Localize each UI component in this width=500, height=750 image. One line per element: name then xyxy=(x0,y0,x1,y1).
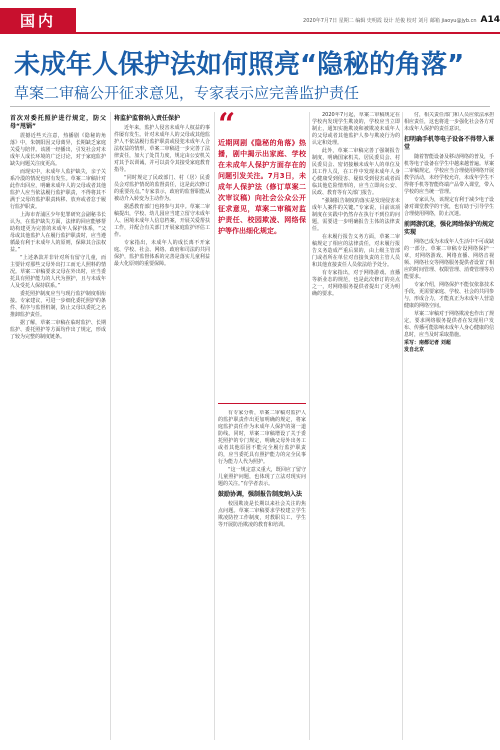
section-tab xyxy=(0,8,76,32)
paragraph: 专家指出，未成年人的成长离不开家庭、学校、社会、网络、政府和司法的共同保护，监护监督体系的完善是落实儿童利益最大化原则的重要保障。 xyxy=(114,240,210,267)
pull-quote xyxy=(218,107,306,404)
section-heading: 扣明确手机等电子设备不得带入课堂 xyxy=(404,136,494,151)
paragraph: 专家介绍，网络保护不能仅依靠技术手段，更需要家庭、学校、社会的共同参与，形成合力，才能真正为未成年人营造健康的网络空间。 xyxy=(404,282,494,309)
column-divider xyxy=(214,112,215,740)
paragraph: 校园欺凌是长期以来社会关注的焦点问题。草案二审稿要求学校建立学生欺凌防控工作制度，对教职员工、学生等开展防治欺凌的教育和培训。 xyxy=(218,501,306,528)
paragraph: 震撼近些天注意，热播剧《隐秘的角落》中，朱朝阳因父母离异，长期缺乏家庭关爱与陪伴。该剧一经播出，引发社会对未成年人成长环境的广泛讨论，对于家庭监护缺失问题关注度更高。 xyxy=(10,133,106,167)
page-header xyxy=(76,14,500,26)
top-rule xyxy=(0,32,500,34)
paragraph: 在未履行报告义务方面，草案二审稿规定了相应的法律责任，对未履行报告义务造成严重后果的，由上级主管部门或者所在单位对直接负责的主管人员和其他直接责任人员依法给予处分。 xyxy=(312,234,400,268)
header-info: 2020年7月7日 星期二 编辑 史明霞 设计 范俊 校对 刘月 邮箱 jiaoyu@jyb.cn xyxy=(303,17,477,24)
article-column-3 xyxy=(218,410,306,742)
subhead-rule xyxy=(10,106,490,107)
paragraph: “上述条款并非针对所有留守儿童，而主要针对那些父母外出打工而无人照料的情况。草案二审稿要求父母在外出时，应当委托具有照护能力的人代为照护，且与未成年人及受托人保持联系。” xyxy=(10,255,106,289)
paragraph: 有专家指出，对于网络游戏、直播等新业态的规范，也是此次修订的亮点之一，对网络服务提供者提出了更为明确的要求。 xyxy=(312,270,400,297)
section-heading: 前网游沉迷，强化网络保护的规定实现 xyxy=(404,221,494,236)
section-heading: 将监护监督纳入责任保护 xyxy=(114,115,181,122)
quote-mark-icon: “ xyxy=(218,107,236,142)
paragraph: 上海市青浦区少年犯罪研究会副秘书长认为，在监护缺失方面，法律的回应能够帮助构建更为完善的未成年人保护体系，“父母或其他监护人在履行监护职责时，应当遵循最有利于未成年人的原则，保障其合法权益。” xyxy=(10,212,106,253)
article-column-1 xyxy=(10,112,106,742)
page-number: A14 xyxy=(480,15,500,25)
paragraph: 专家认为，该规定有利于减少电子设备对课堂教学的干扰，也有助于引导学生合理使用网络，防止沉迷。 xyxy=(404,197,494,217)
paragraph: 据了解，草案二审稿在临时监护、长期监护、委托照护等方面均作出了规定，形成了较为完整的制度链条。 xyxy=(10,320,106,340)
paragraph: 而现实中，未成年人监护缺失，亲子关系冷漠的情况也时有发生。草案二审稿针对此作出回应，明确未成年人的父母或者其他监护人应当依法履行监护职责，不得将其不满于父母的监护职责转移、放弃或者怠于履行监护职责。 xyxy=(10,169,106,210)
section-heading: 鼓励协调，强制报告制度纳入法 xyxy=(218,491,303,498)
pull-quote-text: 近期网剧《隐秘的角落》热播，剧中揭示出家庭、学校在未成年人保护方面存在的问题引发关注。7月3日，未成年人保护法（修订草案二次审议稿）向社会公众公开征求意见，草案二审稿对监护责任、校园欺凌、网络保护等作出细化规定。 xyxy=(218,139,306,235)
paragraph: 此外，草案二审稿完善了强制报告制度，明确国家机关、居民委员会、村民委员会、密切接触未成年人的单位及其工作人员，在工作中发现未成年人身心健康受到侵害、疑似受到侵害或者面临其他危险情形的，应当立即向公安、民政、教育等有关部门报告。 xyxy=(312,148,400,196)
paragraph: “这一规定意义重大，既回应了留守儿童照护问题，也体现了立法对现实问题的关注。”有学者表示。 xyxy=(218,467,306,487)
article-column-5 xyxy=(404,112,494,742)
article-column-2 xyxy=(114,112,210,742)
paragraph: 2020年7月起，草案二审稿规定在学校内发现学生欺凌的，学校应当立即制止，通知实施欺凌和被欺凌未成年人的父母或者其他监护人参与欺凌行为的认定和处理。 xyxy=(312,112,400,146)
column-divider xyxy=(402,112,403,740)
paragraph: 有专家分析，草案二审稿对监护人的监护职责作出更加明确的规定，将家庭监护责任作为未成年人保护的第一道防线。同时，草案二审稿增设了关于委托照护的专门规定，明确父母外出务工或者其他原因不能完全履行监护职责的，应当委托具有照护能力的完全民事行为能力人代为照护。 xyxy=(218,410,306,465)
byline: 采写：南都记者 刘超 xyxy=(404,340,451,346)
column-divider xyxy=(309,112,310,740)
paragraph: 随着智能设备及移动网络的普及，手机等电子设备在学生中越来越普遍。草案二审稿规定，学校应当合理使用网络开展教学活动，未经学校允许，未成年学生不得将手机等智能终端产品带入课堂，带入学校的应当统一管理。 xyxy=(404,154,494,195)
byline: 发自北京 xyxy=(404,347,425,353)
section-tab-label: 国内 xyxy=(19,11,56,30)
paragraph: 据悉教育部门也将参与其中。草案二审稿提出，学校、幼儿园应当建立留守未成年人、困境未成年人信息档案，开展关爱帮扶工作，并配合有关部门开展家庭监护评估工作。 xyxy=(114,204,210,238)
subheadline: 草案二审稿公开征求意见，专家表示应完善监护责任 xyxy=(14,84,360,102)
column-divider xyxy=(110,112,111,740)
paragraph: 委托照护制度应当与现行监护制度相衔接。专家建议，可进一步细化委托照护的条件、程序与监督机制，防止父母以委托之名推卸监护责任。 xyxy=(10,291,106,318)
section-heading: 首次对委托照护进行规定，防父母“甩锅” xyxy=(10,115,106,130)
headline: 未成年人保护法如何照亮“隐秘的角落” xyxy=(14,50,465,80)
pull-quote-rule xyxy=(218,403,306,404)
paragraph: “同时规定了民政部门、村（居）民委员会对监护情况的监督责任，这是此次修订的重要亮点。”专家表示，政府的监督职能从被动介入转变为主动作为。 xyxy=(114,175,210,202)
paragraph: 网络已成为未成年人生活中不可或缺的一部分。草案二审稿专设网络保护一章，对网络游戏、网络直播、网络音视频、网络社交等网络服务提供者设置了相应的时间管理、权限管理、消费管理等功能要求。 xyxy=(404,239,494,280)
paragraph: 付，相关责任部门和人员应依法承担相应责任，这也将进一步强化社会各方对未成年人保护的责任意识。 xyxy=(404,112,494,132)
paragraph: 草案二审稿对于网络欺凌也作出了规定，要求网络服务提供者在发现用户发布、传播可能影响未成年人身心健康的信息时，应当及时采取措施。 xyxy=(404,311,494,338)
paragraph: “强制报告制度的落实是发现侵害未成年人案件的关键。”专家说，目前该项制度在实践中仍然存在执行不到位的问题，需要进一步明确报告主体的法律责任。 xyxy=(312,198,400,232)
article-column-4 xyxy=(312,112,400,742)
paragraph: 近年来，监护人侵害未成年人权益的事件屡有发生。针对未成年人的父母或其他监护人不依法履行监护职责或侵犯未成年人合法权益的情形，草案二审稿进一步完善了法律责任，加大了处罚力度，规定由公安机关对其予以训诫，并可以责令其接受家庭教育指导。 xyxy=(114,125,210,173)
